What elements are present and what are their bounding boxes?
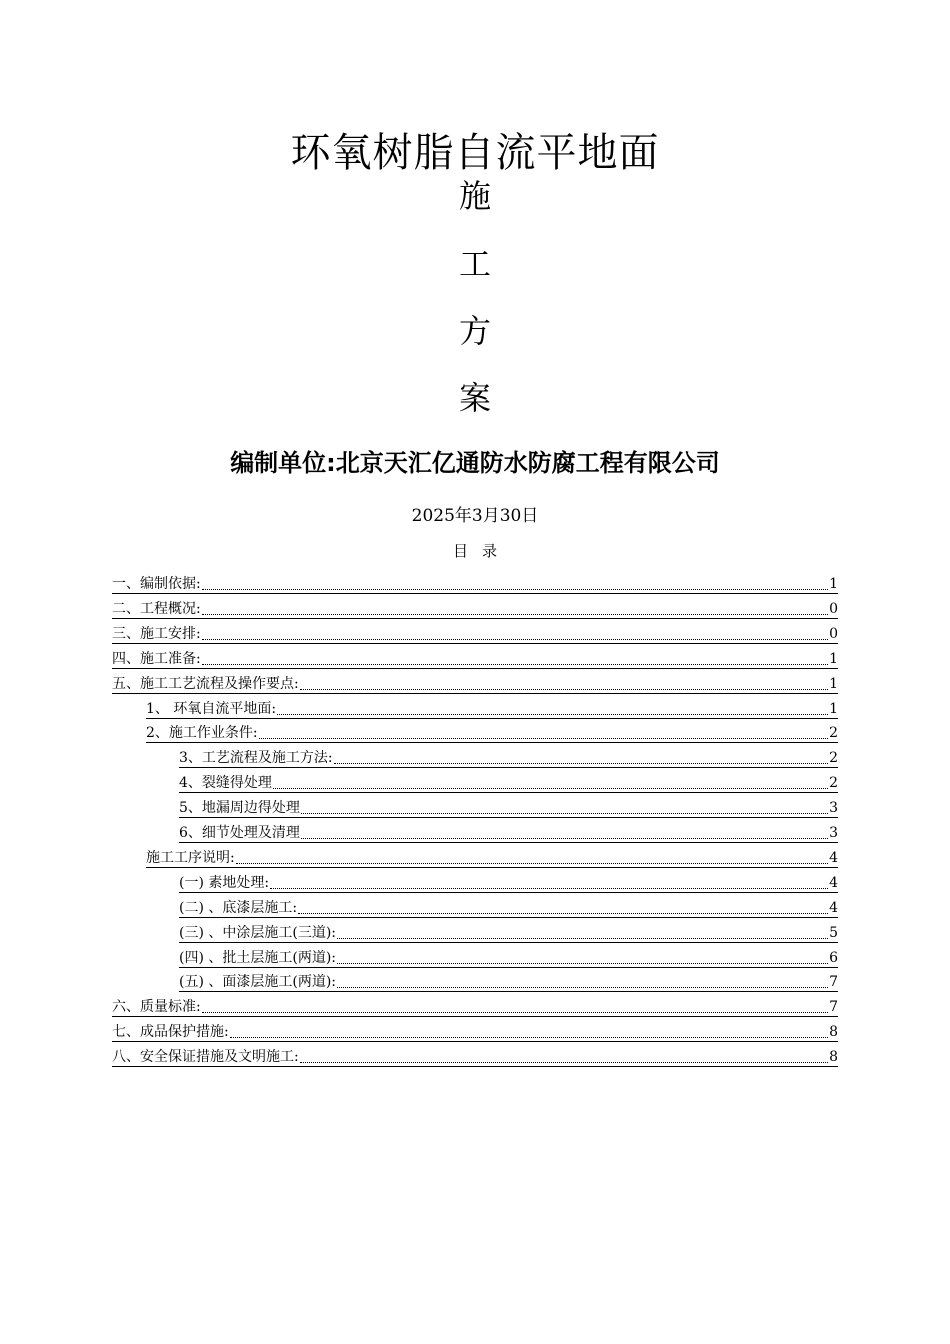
toc-entry[interactable] xyxy=(146,722,838,743)
toc-entry-page: 2 xyxy=(829,725,838,742)
toc-dot-leader xyxy=(301,799,828,814)
toc-entry-page: 7 xyxy=(829,999,838,1016)
toc-entry[interactable] xyxy=(179,971,838,992)
toc-entry-title: 5、地漏周边得处理 xyxy=(179,800,300,817)
toc-entry-page: 8 xyxy=(829,1049,838,1066)
toc-entry-title: 二、工程概况: xyxy=(112,600,201,617)
toc-entry-page: 1 xyxy=(829,576,838,592)
toc-entry-title: (五) 、面漆层施工(两道): xyxy=(179,974,337,991)
toc-entry[interactable] xyxy=(179,822,838,843)
toc-entry-title: 2、施工作业条件: xyxy=(146,725,258,742)
toc-entry-page: 4 xyxy=(829,849,838,866)
toc-entry-page: 4 xyxy=(829,899,838,916)
document-title: 环氧树脂自流平地面 xyxy=(290,129,660,176)
toc-entry-title: (二) 、底漆层施工: xyxy=(179,899,298,916)
subtitle-char: 案 xyxy=(458,379,491,417)
toc-entry-page: 8 xyxy=(829,1024,838,1041)
toc-entry-page: 0 xyxy=(829,600,838,617)
toc-dot-leader xyxy=(277,700,828,715)
toc-entry-page: 4 xyxy=(829,874,838,891)
toc-entry-title: 六、质量标准: xyxy=(112,999,201,1016)
toc-entry-page: 1 xyxy=(829,675,838,692)
toc-dot-leader xyxy=(300,675,828,690)
toc-dot-leader xyxy=(202,575,828,590)
toc-dot-leader xyxy=(337,924,828,939)
toc-dot-leader xyxy=(202,600,828,615)
toc-entry-page: 2 xyxy=(829,775,838,792)
toc-entry-page: 1 xyxy=(829,650,838,667)
toc-entry[interactable] xyxy=(179,872,838,893)
toc-entry-title: 6、细节处理及清理 xyxy=(179,825,300,841)
subtitle-char: 工 xyxy=(458,245,491,283)
toc-entry-page: 5 xyxy=(829,924,838,941)
toc-entry[interactable] xyxy=(179,947,838,968)
toc-dot-leader xyxy=(334,749,828,764)
toc-entry[interactable] xyxy=(112,623,838,644)
toc-entry-title: (三) 、中涂层施工(三道): xyxy=(179,924,337,941)
toc-entry[interactable] xyxy=(179,922,838,943)
toc-entry[interactable] xyxy=(179,747,838,768)
toc-dot-leader xyxy=(300,1048,828,1063)
toc-entry-page: 1 xyxy=(829,700,838,717)
toc-entry-title: 三、施工安排: xyxy=(112,625,201,642)
toc-dot-leader xyxy=(337,973,828,988)
toc-entry-title: 施工工序说明: xyxy=(146,849,235,866)
toc-entry-title: (一) 素地处理: xyxy=(179,874,270,891)
toc-dot-leader xyxy=(337,949,828,964)
toc-dot-leader xyxy=(273,774,828,789)
toc-entry-page: 2 xyxy=(829,750,838,767)
toc-entry-page: 3 xyxy=(829,825,838,841)
toc-entry-page: 6 xyxy=(829,949,838,966)
toc-dot-leader xyxy=(301,824,828,839)
document-date: 2025年3月30日 xyxy=(411,506,539,526)
toc-entry[interactable] xyxy=(179,897,838,918)
toc-entry-title: 四、施工准备: xyxy=(112,650,201,667)
toc-entry[interactable] xyxy=(146,847,838,868)
toc-entry-title: 八、安全保证措施及文明施工: xyxy=(112,1049,299,1066)
toc-dot-leader xyxy=(230,1023,828,1038)
toc-dot-leader xyxy=(236,849,828,864)
toc-entry-title: (四) 、批土层施工(两道): xyxy=(179,949,337,966)
toc-entry-title: 五、施工工艺流程及操作要点: xyxy=(112,675,299,692)
toc-entry-title: 4、裂缝得处理 xyxy=(179,775,272,792)
toc-dot-leader xyxy=(202,998,828,1013)
toc-entry[interactable] xyxy=(112,673,838,694)
toc-dot-leader xyxy=(202,625,828,640)
toc-entry[interactable] xyxy=(112,1021,838,1042)
toc-entry[interactable] xyxy=(112,996,838,1017)
toc-dot-leader xyxy=(202,650,828,665)
toc-entry[interactable] xyxy=(146,698,838,719)
toc-dot-leader xyxy=(259,724,828,739)
toc-heading: 目录 xyxy=(452,542,511,560)
toc-entry-title: 3、工艺流程及施工方法: xyxy=(179,750,333,767)
toc-entry[interactable] xyxy=(179,797,838,818)
toc-dot-leader xyxy=(298,899,828,914)
toc-entry-title: 七、成品保护措施: xyxy=(112,1024,229,1041)
toc-entry[interactable] xyxy=(112,648,838,669)
toc-entry-page: 0 xyxy=(829,625,838,642)
toc-dot-leader xyxy=(270,874,828,889)
toc-entry[interactable] xyxy=(179,772,838,793)
subtitle-char: 方 xyxy=(458,312,491,350)
organization: 编制单位:北京天汇亿通防水防腐工程有限公司 xyxy=(230,449,720,477)
toc-entry[interactable] xyxy=(112,1046,838,1067)
toc-entry-page: 3 xyxy=(829,800,838,817)
toc-entry[interactable] xyxy=(112,573,838,594)
toc-entry-title: 一、编制依据: xyxy=(112,576,201,592)
subtitle-char: 施 xyxy=(458,177,491,215)
toc-entry-page: 7 xyxy=(829,974,838,991)
toc-entry-title: 1、 环氧自流平地面: xyxy=(146,700,277,717)
toc-entry[interactable] xyxy=(112,598,838,619)
